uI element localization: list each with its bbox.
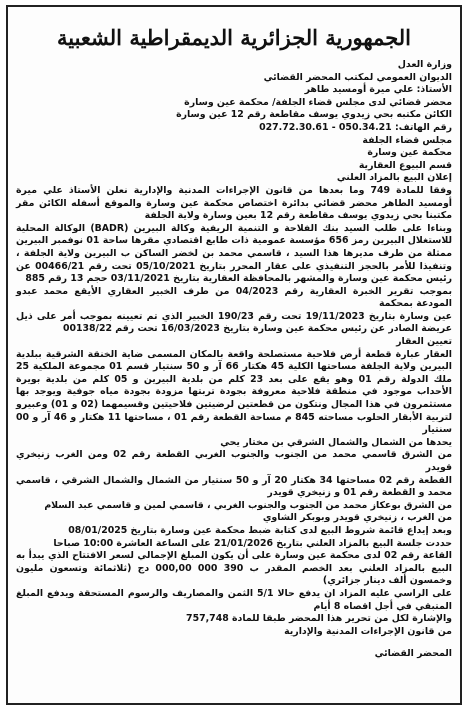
expert-report-line: بموجب تقرير الخبرة العقارية رقم 04/2023 من طرف الخبير العقاري الأيقع محمد عبدو المودعة بمحكمة bbox=[16, 285, 452, 310]
office-line: الديوان العمومي لمكتب المحضر القضائي bbox=[263, 71, 452, 83]
ministry-line: وزارة العدل bbox=[397, 59, 452, 70]
conditions-deposit-line: وبعد إيداع قائمة شروط البيع لدى كتابة ضبط محكمة عين وسارة بتاريخ 08/01/2025 bbox=[68, 524, 452, 536]
court-name: محكمة عين وسارة bbox=[367, 147, 452, 159]
opening-price-paragraph: القاعة رقم 02 لدى محكمة عين وسارة على أن يكون المبلغ الإجمالي لسعر الافتتاح الذي يبدأ به البيع بالمزاد العلني بعد الخصم المقدر ب 390 000 000,00 دج (ثلاثمائة وتسعون مليون وخمسون ألف دينار جزائري) bbox=[16, 550, 453, 587]
legal-basis-paragraph: وفقا للمادة 749 وما بعدها من قانون الإجراءات المدنية والإدارية نعلن الأستاذ علي ميرة أومسيد الطاهر محضر قضائي بدائرة اختصاص محكمة عين وسارة والموقع أسفله الكائن مقر مكتبنا بحي زيدوي يوسف مقاطعة رقم 12 بعين وسارة ولاية الجلفة bbox=[16, 184, 452, 222]
department-line: قسم البيوع العقارية bbox=[358, 159, 452, 171]
plot-2-description: القطعة رقم 02 مساحتها 34 هكتار 20 آر و 50 سنتيار من الشمال والشمال الشرقي ، قاسمي محمد و القطعة رقم 01 و زنيخري قويدر bbox=[16, 474, 453, 499]
notice-page bbox=[6, 5, 462, 705]
legal-code-line: من قانون الإجراءات المدنية والإدارية bbox=[284, 625, 452, 637]
council-line: مجلس قضاء الجلفة bbox=[362, 134, 452, 146]
expert-deposit-paragraph: عين وسارة بتاريخ 19/11/2023 تحت رقم 190/23 الخبير الذي تم تعيينه بموجب أمر على ذيل عريضة الصادر عن رئيس محكمة عين وسارة بتاريخ 16/03/2023 تحت رقم 00138/22 bbox=[16, 310, 452, 335]
legal-reference-line: والإشارة لكل من تحرير هذا المحضر طبقا للمادة 757,748 bbox=[186, 613, 452, 625]
plot-2-east: من الشرق بوعكاز محمد من الجنوب والجنوب الغربي ، قاسمي لمين و قاسمي عبد السلام bbox=[44, 499, 452, 511]
court-line: محضر قضائي لدى مجلس قضاء الجلفة/ محكمة عين وسارة bbox=[184, 96, 452, 108]
property-description: العقار عبارة قطعة أرض فلاحية مستصلحة واقعة بالمكان المسمى ضاية الخنقة الشرقية ببلدية البيرين ولاية الجلفة مساحتها الكلية 45 هكتار 66 آر و 50 سنتيار قسم 01 مجموعة الملكية 25 ملك الدولة رقم 01 وهو يقع على بعد 23 كلم من بلدية البيرين و 05 كلم من بلدية بويرة الأحداب موجود في منطقة فلاحية معروفة بجودة تربتها مزودة بجودة مياه جوفية ويوجد بها مستثمرون في هذا المجال ونتكون من قطعتين لرضيتين فلاحيتين وقسيمهما (02 و 01) وعبيرو لتربية الأبقار الحلوب مساحته 845 م مساحة القطعة رقم 01 ، مساحتها 11 هكتار و 46 آر و 00 سنتيار bbox=[16, 348, 452, 436]
page-title: الجمهورية الجزائرية الديمقراطية الشعبية bbox=[56, 25, 411, 50]
auction-date-line: حددت جلسة البيع بالمزاد العلني بتاريخ 21/01/2026 على الساعة العاشرة 10:00 صباحا bbox=[53, 537, 452, 549]
payment-terms-paragraph: على الراسي عليه المزاد ان يدفع حالا 5/1 الثمن والمصاريف والرسوم المستحقة ويدفع المبلغ المتبقي في أجل اقصاه 8 أيام bbox=[16, 587, 452, 612]
boundary-north: يحدها من الشمال والشمال الشرقي بن مختار يحي bbox=[220, 436, 452, 448]
address-line: الكائن مكتبه بحي زيدوي يوسف مقاطعة رقم 12 عين وسارة bbox=[176, 109, 452, 121]
notice-body bbox=[8, 59, 460, 661]
bailiff-name: الأستاذ: علي ميرة أومسيد طاهر bbox=[304, 84, 452, 96]
signature-label: المحضر القضائي bbox=[374, 648, 452, 660]
boundary-east: من الشرق قاسمي محمد من الجنوب والجنوب الغربي القطعة رقم 02 ومن الغرب زنيخري قويدر bbox=[16, 449, 452, 473]
plot-2-west: من الغرب ، زنيخري قويدر وبوبكر الشاوي bbox=[262, 512, 452, 524]
request-paragraph: وبناءا على طلب السيد بنك الفلاحة و التنمية الريفية وكالة البيرين (BADR) الوكالة المحلية للاستغلال البيرين رمز 656 مؤسسة عمومية ذات طابع اقتصادي مقرها ساحة 01 نوفمبر البيرين ممثلة من طرف مديرها هذا السيد ، قاسمي محمد بن لخضر الساكن ب البيرين ولاية الجلفة ، وتنفيذا للأمر بالحجز التنفيذي على عقار المحرر بتاريخ 05/10/2021 تحت رقم 00466/21 عن رئيس محكمة عين وسارة والمشهر بالمحافظة العقارية بتاريخ 03/11/2021 حجم 13 رقم 885 bbox=[16, 222, 453, 285]
phone-line: رقم الهاتف: 050.34.21 - 027.72.30.61 bbox=[259, 121, 452, 133]
notice-heading: إعلان البيع بالمزاد العلني bbox=[336, 172, 452, 184]
property-heading: تعيين العقار bbox=[396, 336, 452, 348]
